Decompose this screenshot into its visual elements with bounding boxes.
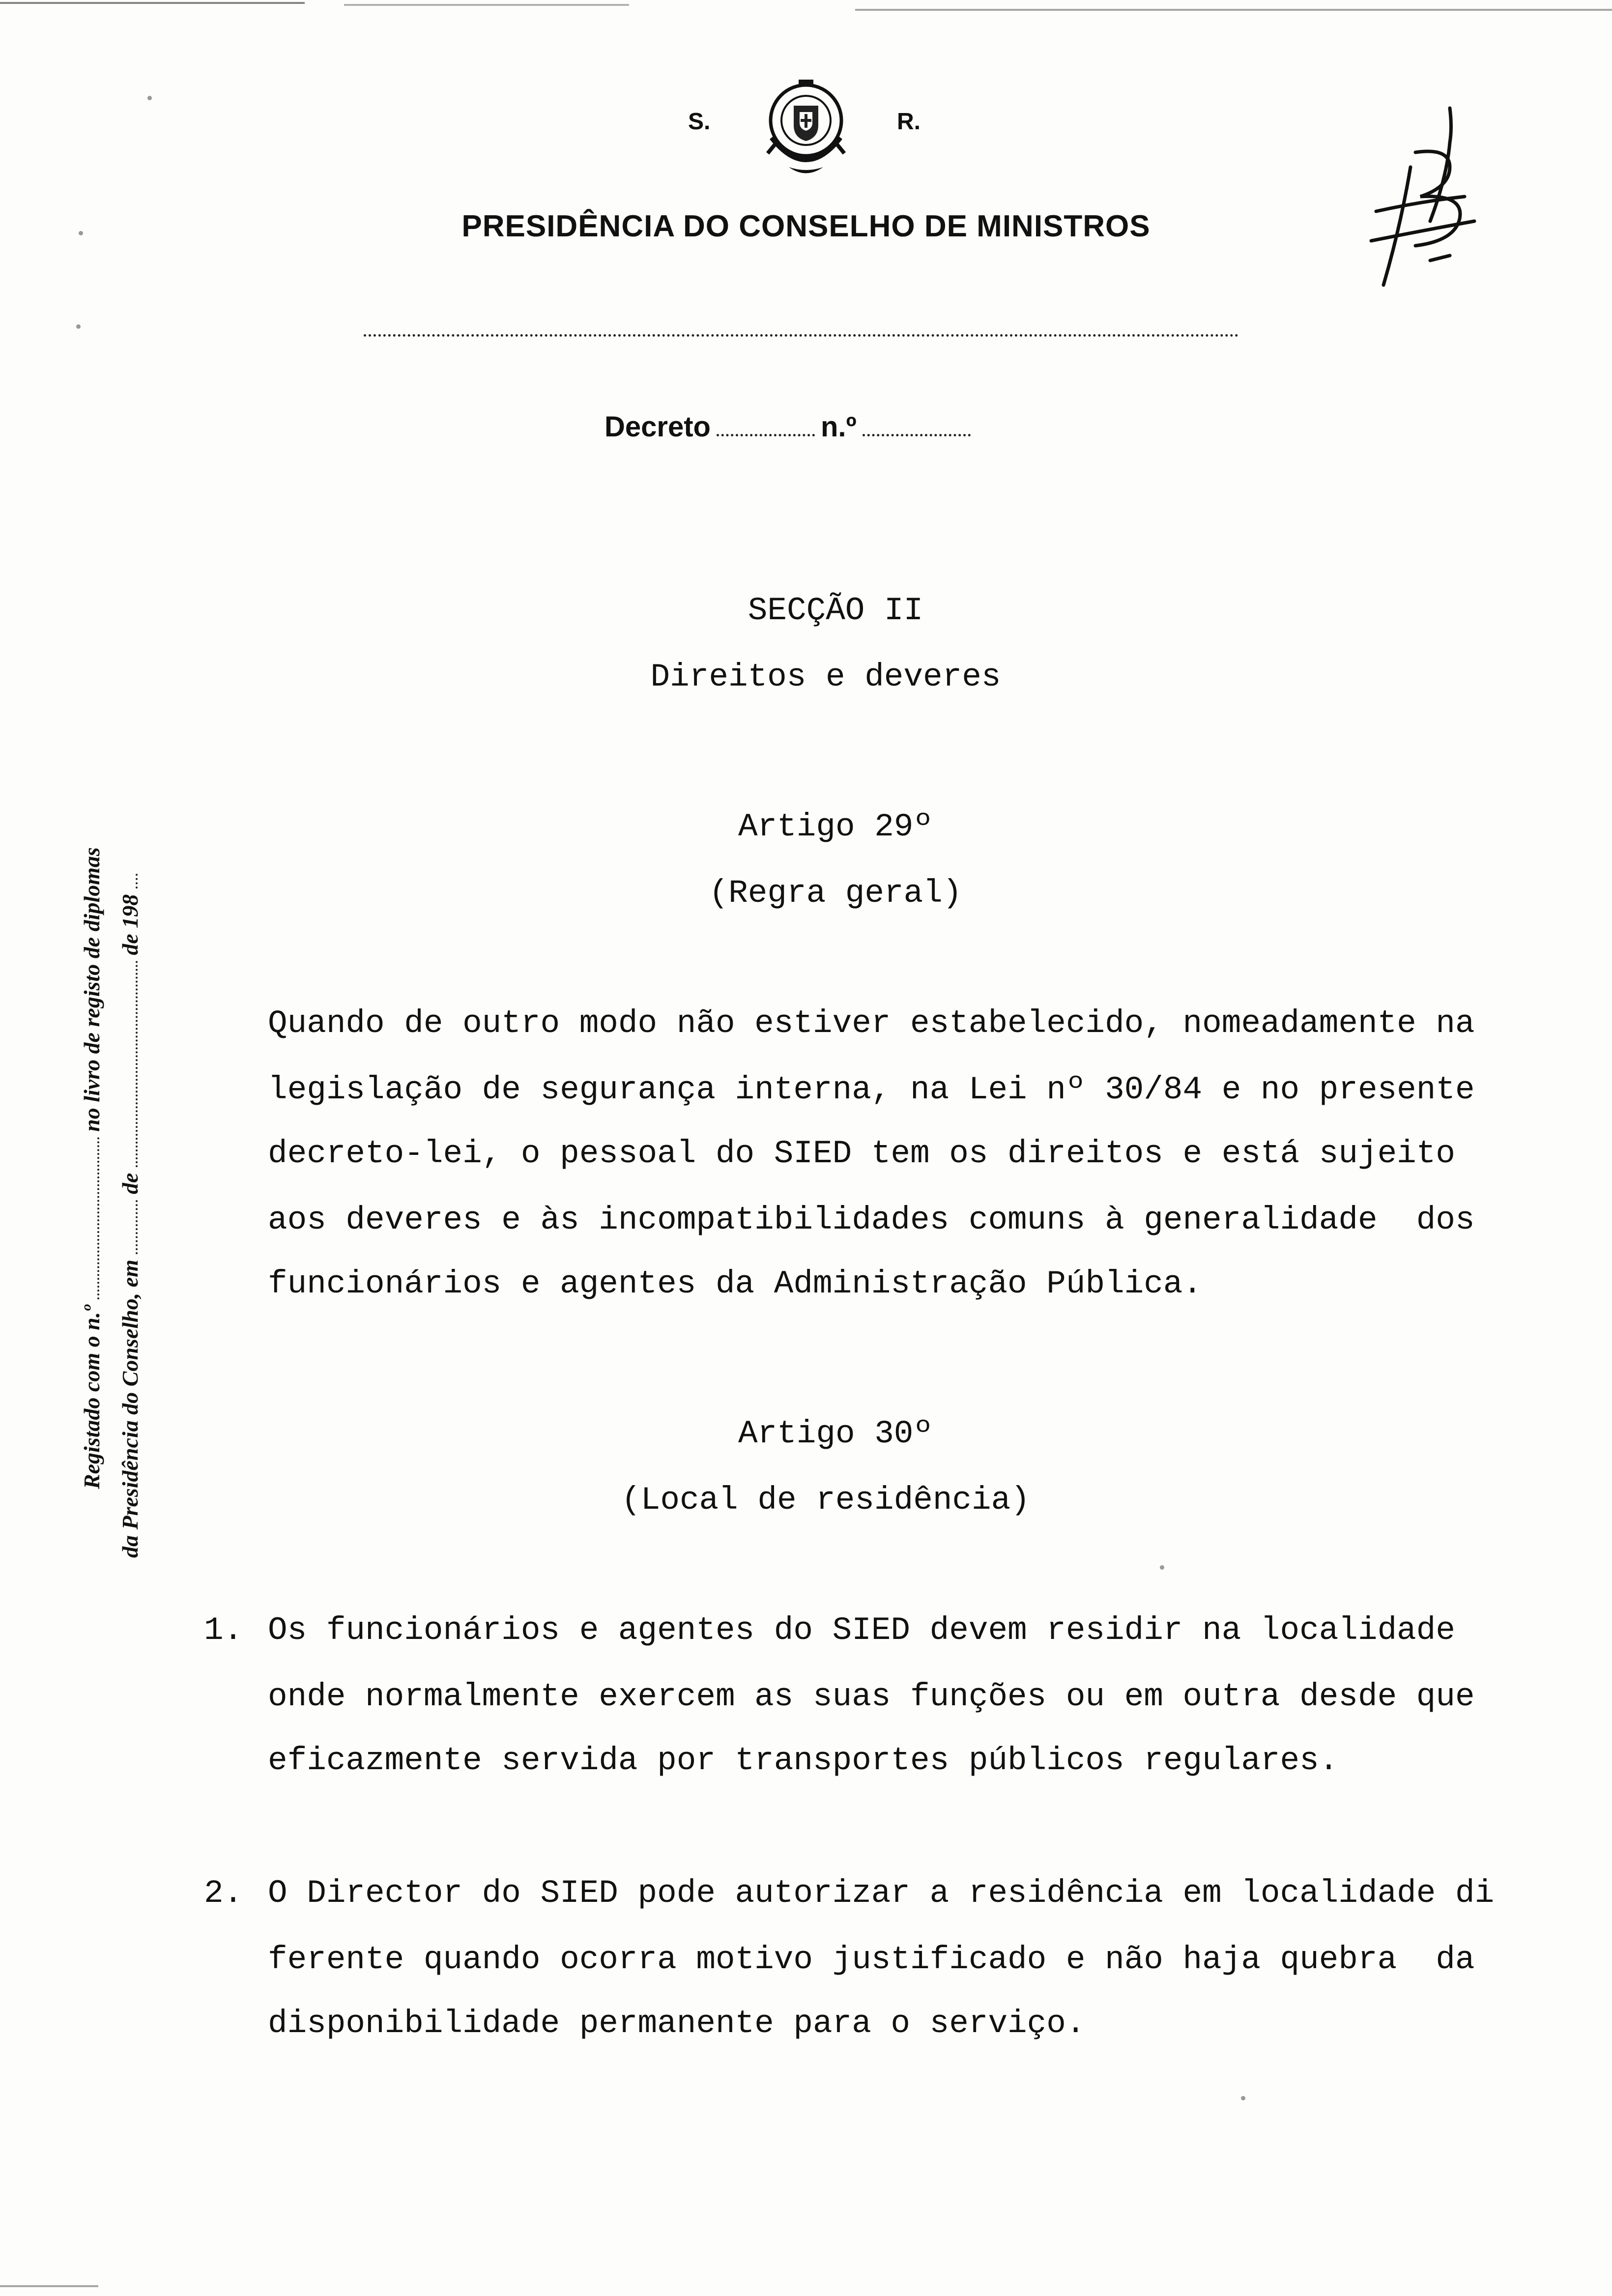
article-29-heading: Artigo 29º [738, 808, 933, 845]
article-30-heading: Artigo 30º [738, 1415, 933, 1452]
article-29-text-line: legislação de segurança interna, na Lei nº 30/84 e no presente [268, 1071, 1475, 1108]
margin-stamp-line-2: da Presidência do Conselho, em de de 198 [117, 874, 143, 1558]
article-29-text-line: aos deveres e às incompatibilidades comuns à generalidade dos [268, 1202, 1475, 1238]
article-29-title: (Regra geral) [709, 875, 962, 912]
scan-speck [147, 96, 152, 100]
article-30-item-1-line: onde normalmente exercem as suas funções ou em outra desde que [268, 1678, 1475, 1715]
scan-artifact-top-mid [344, 4, 629, 6]
scan-artifact-bottom [0, 2285, 98, 2287]
decreto-line [604, 410, 971, 443]
section-subheading: Direitos e deveres [650, 659, 1001, 695]
article-29-text-line: Quando de outro modo não estiver estabelecido, nomeadamente na [268, 1005, 1475, 1042]
handwritten-initials-signature [1356, 98, 1484, 295]
article-30-item-2-line: O Director do SIED pode autorizar a residência em localidade di [268, 1875, 1495, 1912]
article-30-item-2-line: disponibilidade permanente para o serviço. [268, 2005, 1086, 2042]
article-29-text-line: decreto-lei, o pessoal do SIED tem os direitos e está sujeito [268, 1135, 1455, 1172]
scan-speck [1160, 1565, 1164, 1570]
margin-stamp-line-1: Registado com o n.º no livro de registo de diplomas [79, 847, 104, 1489]
decreto-blank [717, 434, 815, 436]
header-r-letter: R. [897, 109, 921, 135]
header-dotted-rule [364, 334, 1238, 337]
decreto-label: Decreto [604, 411, 711, 443]
article-30-title: (Local de residência) [621, 1482, 1030, 1519]
numero-label: n.º [820, 411, 857, 443]
article-30-item-2-number: 2. [204, 1875, 243, 1912]
scan-speck [76, 324, 81, 329]
portuguese-coat-of-arms-icon [759, 74, 853, 187]
scan-artifact-top-left [0, 2, 305, 4]
section-heading: SECÇÃO II [748, 592, 923, 629]
article-29-text-line: funcionários e agentes da Administração Pública. [268, 1265, 1203, 1302]
article-30-item-1-number: 1. [204, 1612, 243, 1649]
article-30-item-1-line: eficazmente servida por transportes públicos regulares. [268, 1742, 1339, 1779]
scan-speck [1241, 2096, 1245, 2100]
scan-artifact-top-right [855, 9, 1612, 11]
article-30-item-2-line: ferente quando ocorra motivo justificado e não haja quebra da [268, 1941, 1475, 1978]
header-s-letter: S. [688, 109, 711, 135]
numero-blank [863, 434, 971, 436]
institution-title: PRESIDÊNCIA DO CONSELHO DE MINISTROS [461, 209, 1151, 243]
article-30-item-1-line: Os funcionários e agentes do SIED devem residir na localidade [268, 1612, 1455, 1649]
